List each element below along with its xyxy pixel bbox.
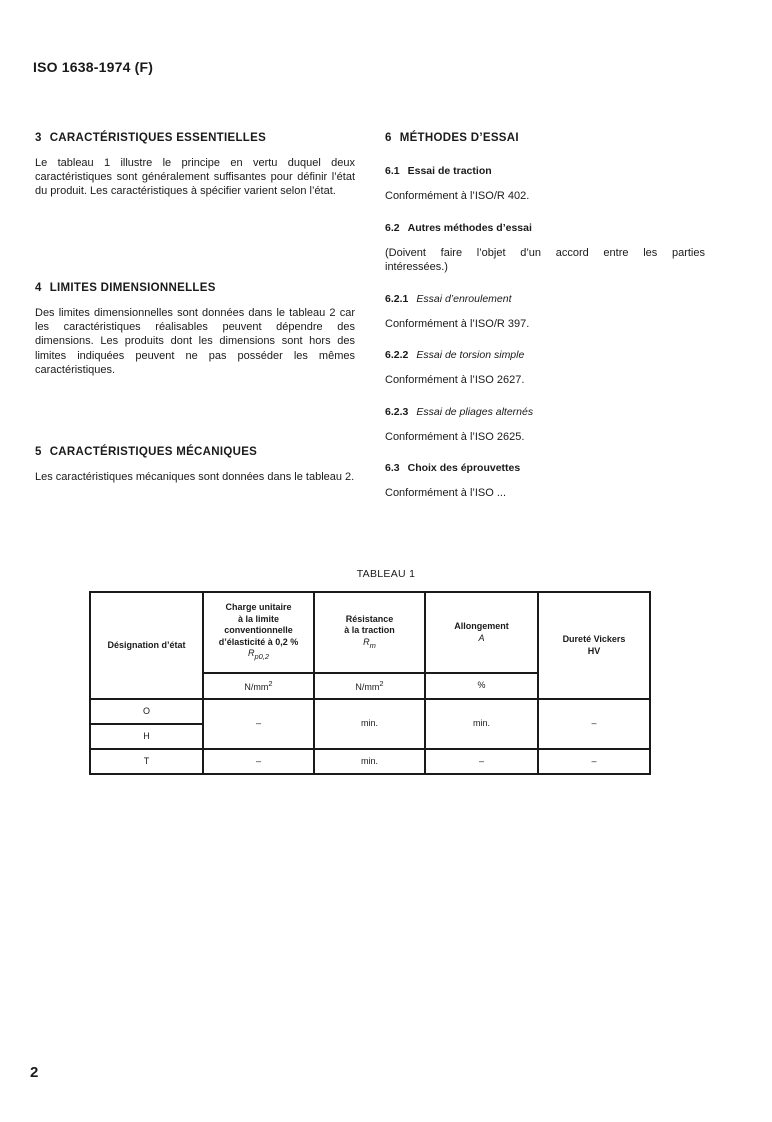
table-1 bbox=[89, 591, 651, 775]
table-1-caption: TABLEAU 1 bbox=[356, 568, 416, 580]
section-4 bbox=[35, 282, 355, 377]
header-resistance: Résistance à la traction $R_m$ bbox=[314, 592, 425, 673]
section-6-2-2-text: Conformément à l’ISO 2627. bbox=[385, 374, 525, 386]
document-id: ISO 1638-1974 (F) bbox=[33, 59, 154, 75]
section-6-2-2-heading: 6.2.2 Essai de torsion simple bbox=[385, 349, 525, 361]
section-6-3-text: Conformément à l’ISO ... bbox=[385, 487, 507, 499]
t-resistance: min. bbox=[314, 749, 425, 774]
header-allongement: Allongement A bbox=[425, 592, 538, 673]
section-3-body: Le tableau 1 illustre le principe en vertu duquel deux caractéristiques sont généralement suffisantes pour définir l’état du produit. Les caractéristiques à spécifier varient selon l’état. bbox=[35, 157, 356, 198]
section-4-heading: 4 LIMITES DIMENSIONNELLES bbox=[35, 282, 216, 294]
t-charge: – bbox=[203, 749, 314, 774]
table-row-t bbox=[90, 749, 650, 774]
header-durete: Dureté Vickers HV bbox=[538, 592, 650, 699]
section-5-heading: 5 CARACTÉRISTIQUES MÉCANIQUES bbox=[35, 446, 258, 458]
section-6-2-1-heading: 6.2.1 Essai d’enroulement bbox=[385, 293, 512, 305]
header-designation: Désignation d’état bbox=[90, 592, 203, 699]
section-6-heading: 6 MÉTHODES D’ESSAI bbox=[385, 132, 519, 144]
section-3 bbox=[35, 132, 355, 199]
t-durete: – bbox=[538, 749, 650, 774]
section-6-1-heading: 6.1 Essai de traction bbox=[385, 165, 492, 177]
section-5 bbox=[35, 446, 355, 484]
designation-t: T bbox=[90, 749, 203, 774]
unit-allongement: % bbox=[425, 673, 538, 699]
section-6-1-text: Conformément à l’ISO/R 402. bbox=[385, 190, 530, 202]
section-6-2-3-text: Conformément à l’ISO 2625. bbox=[385, 431, 525, 443]
unit-charge: $N/mm^2$ bbox=[203, 673, 314, 699]
resistance-symbol: $R_m$ bbox=[363, 636, 376, 650]
section-6-2-text: (Doivent faire l’objet d’un accord entre les parties intéressées.) bbox=[385, 247, 705, 274]
table-header-row bbox=[90, 592, 650, 673]
section-6-2-1-text: Conformément à l’ISO/R 397. bbox=[385, 318, 530, 330]
section-4-body: Des limites dimensionnelles sont données dans le tableau 2 car les caractéristiques réalisables peuvent dépendre des dimensions. Les produits dont les dimensions sont hors des limites indiquées peuvent ne pas posséder les mêmes caractéristiques. bbox=[35, 307, 355, 376]
page-number: 2 bbox=[30, 1064, 39, 1081]
oh-allongement: min. bbox=[425, 699, 538, 749]
oh-charge: – bbox=[203, 699, 314, 749]
table-row-o bbox=[90, 699, 650, 724]
designation-h: H bbox=[90, 724, 203, 749]
section-6-2-heading: 6.2 Autres méthodes d’essai bbox=[385, 222, 532, 234]
section-5-body: Les caractéristiques mécaniques sont données dans le tableau 2. bbox=[35, 471, 355, 483]
header-charge: Charge unitaire à la limite conventionnelle d’élasticité à 0,2 % $R_{p0,2}$ bbox=[203, 592, 314, 673]
section-3-heading: 3 CARACTÉRISTIQUES ESSENTIELLES bbox=[35, 132, 267, 144]
section-6-2-3-heading: 6.2.3 Essai de pliages alternés bbox=[385, 406, 534, 418]
unit-resistance: $N/mm^2$ bbox=[314, 673, 425, 699]
t-allongement: – bbox=[425, 749, 538, 774]
designation-o: O bbox=[90, 699, 203, 724]
section-6-3-heading: 6.3 Choix des éprouvettes bbox=[385, 462, 521, 474]
oh-resistance: min. bbox=[314, 699, 425, 749]
oh-durete: – bbox=[538, 699, 650, 749]
charge-symbol: $R_{p0,2}$ bbox=[247, 648, 270, 662]
